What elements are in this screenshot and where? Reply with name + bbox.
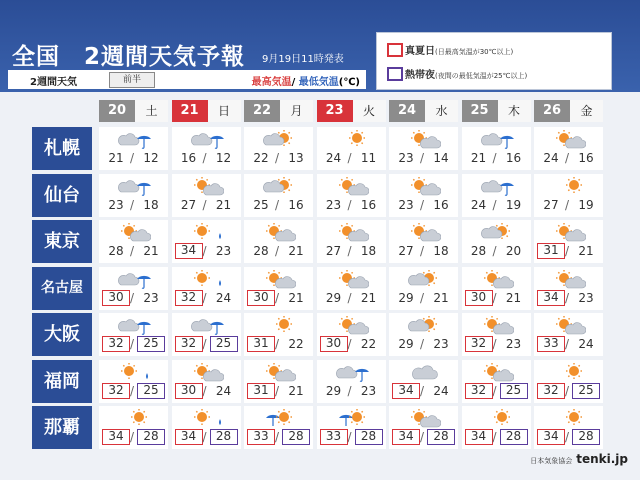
high-temp: 31: [247, 383, 275, 399]
high-temp-label: 最高気温: [251, 77, 292, 88]
forecast-cell: [244, 267, 313, 310]
temp-slash: /: [130, 197, 135, 212]
low-temp: 20: [505, 244, 522, 258]
forecast-cell: [534, 220, 603, 263]
sun-rain-icon: [117, 362, 151, 382]
low-temp: 25: [572, 383, 600, 399]
weekday-label: 日: [217, 104, 230, 118]
weekday-label: 火: [362, 104, 375, 118]
forecast-cell: [172, 220, 241, 263]
low-temp: 21: [505, 290, 522, 305]
rain-sun-icon: [335, 408, 369, 428]
date-header-21: [172, 100, 241, 122]
cloud-sun-icon: [480, 222, 514, 242]
sun-cloud-icon: [552, 222, 586, 242]
forecast-cell: [244, 127, 313, 170]
forecast-cell: [99, 220, 168, 263]
cloud-rain-icon: [117, 129, 151, 149]
temp-slash: /: [130, 383, 135, 398]
city-label: 福岡: [32, 360, 92, 403]
forecast-cell: [99, 360, 168, 403]
high-temp: 29: [325, 290, 342, 305]
high-temp: 34: [102, 429, 130, 445]
high-temp: 32: [537, 383, 565, 399]
forecast-type-label: 2週間天気: [30, 77, 77, 88]
low-temp: 28: [282, 429, 310, 445]
tropical-night-label: 熱帯夜: [405, 70, 435, 81]
date-header-22: [244, 100, 313, 122]
high-temp: 22: [253, 151, 269, 165]
high-temp: 24: [543, 151, 559, 165]
sun-cloud-icon: [480, 269, 514, 289]
temp-slash: /: [275, 197, 280, 212]
high-temp: 34: [465, 429, 493, 445]
temp-slash: /: [492, 244, 497, 258]
high-temp: 32: [175, 290, 203, 306]
forecast-cell: [462, 174, 531, 217]
high-temp: 34: [175, 243, 203, 259]
sun-cloud-icon: [335, 315, 369, 335]
forecast-cell: [317, 406, 386, 449]
cloud-rain-icon: [335, 362, 369, 382]
forecast-cell: [389, 267, 458, 310]
temp-slash: /: [275, 290, 280, 305]
temp-slash: /: [347, 244, 352, 258]
sun-cloud-icon: [335, 176, 369, 196]
forecast-cell: [172, 267, 241, 310]
forecast-cell: [462, 313, 531, 356]
sun-cloud-icon: [335, 222, 369, 242]
sun-cloud-icon: [552, 269, 586, 289]
sun-cloud-icon: [190, 176, 224, 196]
high-temp: 34: [392, 429, 420, 445]
temp-slash: /: [565, 383, 570, 398]
sun-cloud-icon: [552, 315, 586, 335]
brand-logo: tenki.jp: [576, 452, 628, 466]
forecast-cell: [462, 127, 531, 170]
forecast-cell: [244, 220, 313, 263]
forecast-cell: [317, 313, 386, 356]
cloud-sun-icon: [407, 269, 441, 289]
high-temp: 31: [247, 336, 275, 352]
temp-slash: /: [347, 337, 352, 351]
low-temp: 19: [505, 197, 522, 212]
source-label: 日本気象協会: [530, 457, 573, 465]
forecast-cell: [317, 220, 386, 263]
credits: [530, 452, 628, 466]
forecast-cell: [534, 127, 603, 170]
high-temp: 27: [398, 244, 414, 258]
temp-slash: /: [275, 430, 280, 444]
temp-slash: /: [130, 337, 135, 351]
cloud-icon: [407, 362, 441, 382]
forecast-cell: [317, 174, 386, 217]
low-temp: 12: [143, 151, 159, 165]
low-temp: 13: [288, 151, 304, 165]
sun-cloud-icon: [262, 269, 296, 289]
sun-rain-icon: [190, 269, 224, 289]
high-temp: 32: [175, 336, 203, 352]
high-temp: 24: [470, 197, 487, 212]
sun-cloud-icon: [335, 269, 369, 289]
date-header-26: [534, 100, 603, 122]
temp-slash: /: [202, 337, 207, 351]
low-temp: 23: [433, 337, 449, 351]
high-temp: 27: [543, 197, 559, 212]
forecast-cell: [172, 406, 241, 449]
sun-cloud-icon: [480, 362, 514, 382]
high-temp: 29: [398, 290, 414, 305]
forecast-cell: [534, 174, 603, 217]
temp-slash: /: [492, 290, 497, 305]
temp-slash: /: [130, 430, 135, 444]
high-temp: 25: [253, 197, 269, 212]
temp-slash: /: [130, 244, 135, 258]
tropical-night-legend: [405, 66, 527, 81]
low-temp-label: 最低気温: [298, 77, 339, 88]
hot-day-note: (日最高気温が30℃以上): [435, 48, 514, 56]
forecast-cell: [317, 360, 386, 403]
sun-rain-icon: [190, 408, 224, 428]
forecast-cell: [172, 174, 241, 217]
forecast-cell: [172, 127, 241, 170]
hot-day-legend: [405, 42, 513, 57]
forecast-cell: [534, 267, 603, 310]
forecast-cell: [389, 406, 458, 449]
cloud-rain-icon: [117, 269, 151, 289]
high-temp: 30: [465, 290, 493, 306]
high-temp: 30: [320, 336, 348, 352]
sun-cloud-icon: [480, 315, 514, 335]
temp-slash: /: [492, 430, 497, 444]
sun-icon: [480, 408, 514, 428]
low-temp: 25: [210, 336, 238, 352]
weekday-label: 金: [580, 104, 593, 118]
high-temp: 29: [325, 383, 342, 398]
cloud-rain-icon: [190, 129, 224, 149]
temp-slash: /: [202, 197, 207, 212]
high-temp: 34: [537, 429, 565, 445]
low-temp: 28: [500, 429, 528, 445]
forecast-cell: [389, 127, 458, 170]
temp-slash: /: [347, 383, 352, 398]
high-temp: 23: [398, 197, 414, 212]
forecast-cell: [99, 174, 168, 217]
forecast-cell: [244, 174, 313, 217]
sun-cloud-icon: [117, 222, 151, 242]
low-temp: 18: [433, 244, 449, 258]
date-number: 25: [462, 100, 498, 122]
temp-slash: /: [565, 151, 570, 165]
sun-cloud-icon: [262, 222, 296, 242]
high-temp: 34: [537, 290, 565, 306]
low-temp: 22: [288, 337, 304, 351]
low-temp: 28: [210, 429, 238, 445]
temp-slash: /: [347, 197, 352, 212]
temp-separator: /: [291, 77, 296, 88]
temp-slash: /: [275, 151, 280, 165]
low-temp: 14: [433, 151, 449, 165]
low-temp: 23: [360, 383, 377, 398]
high-temp: 21: [470, 151, 487, 165]
date-number: 21: [172, 100, 208, 122]
low-temp: 21: [433, 290, 449, 305]
forecast-cell: [99, 313, 168, 356]
cloud-rain-icon: [190, 315, 224, 335]
low-temp: 28: [355, 429, 383, 445]
sun-cloud-icon: [190, 362, 224, 382]
period-chip: 前半: [109, 72, 155, 88]
temp-slash: /: [130, 290, 135, 305]
high-temp: 30: [102, 290, 130, 306]
high-temp: 28: [253, 244, 269, 258]
low-temp: 21: [288, 383, 304, 398]
temp-slash: /: [420, 244, 425, 258]
low-temp: 28: [137, 429, 165, 445]
high-temp: 21: [108, 151, 124, 165]
cloud-rain-icon: [117, 176, 151, 196]
forecast-cell: [462, 220, 531, 263]
temp-slash: /: [275, 337, 280, 351]
temp-slash: /: [202, 383, 207, 398]
low-temp: 16: [360, 197, 377, 212]
temp-slash: /: [420, 430, 425, 444]
high-temp: 23: [398, 151, 414, 165]
high-temp: 34: [175, 429, 203, 445]
low-temp: 28: [427, 429, 455, 445]
tropical-night-note: (夜間の最低気温が25℃以上): [435, 72, 528, 80]
temp-slash: /: [202, 244, 207, 258]
temp-slash: /: [420, 197, 425, 212]
forecast-cell: [244, 406, 313, 449]
date-header-24: [389, 100, 458, 122]
low-temp: 23: [505, 337, 522, 351]
temp-slash: /: [347, 151, 352, 165]
temp-slash: /: [130, 151, 135, 165]
high-temp: 23: [108, 197, 124, 212]
forecast-cell: [99, 267, 168, 310]
legend-box: [376, 32, 612, 90]
forecast-cell: [389, 220, 458, 263]
high-temp: 32: [102, 336, 130, 352]
forecast-cell: [244, 360, 313, 403]
city-label: 大阪: [32, 313, 92, 356]
forecast-cell: [462, 360, 531, 403]
temp-slash: /: [420, 151, 425, 165]
cloud-rain-icon: [480, 176, 514, 196]
forecast-cell: [99, 406, 168, 449]
temp-slash: /: [492, 197, 497, 212]
temp-slash: /: [202, 430, 207, 444]
low-temp: 16: [505, 151, 522, 165]
low-temp: 18: [360, 244, 377, 258]
sun-cloud-icon: [407, 408, 441, 428]
low-temp: 25: [500, 383, 528, 399]
forecast-cell: [534, 406, 603, 449]
date-header-25: [462, 100, 531, 122]
high-temp: 33: [537, 336, 565, 352]
date-number: 24: [389, 100, 425, 122]
temp-slash: /: [420, 383, 425, 398]
temp-slash: /: [347, 290, 352, 305]
high-temp: 16: [180, 151, 197, 165]
forecast-cell: [534, 360, 603, 403]
low-temp: 25: [137, 383, 165, 399]
high-temp: 29: [398, 337, 414, 351]
temp-slash: /: [565, 430, 570, 444]
temperature-legend: [252, 73, 360, 88]
date-number: 23: [317, 100, 353, 122]
issued-time: 9月19日11時発表: [262, 54, 344, 65]
forecast-cell: [244, 313, 313, 356]
sun-cloud-icon: [552, 129, 586, 149]
low-temp: 21: [215, 197, 232, 212]
temp-slash: /: [565, 244, 570, 258]
low-temp: 24: [215, 383, 232, 398]
date-number: 22: [244, 100, 280, 122]
temp-slash: /: [492, 151, 497, 165]
sub-header-bar: [8, 70, 366, 89]
high-temp: 24: [325, 151, 342, 165]
forecast-cell: [462, 406, 531, 449]
high-temp: 27: [325, 244, 342, 258]
temp-slash: /: [202, 151, 207, 165]
sun-cloud-icon: [407, 176, 441, 196]
date-number: 26: [534, 100, 570, 122]
temp-slash: /: [275, 383, 280, 398]
cloud-sun-icon: [407, 315, 441, 335]
forecast-cell: [534, 313, 603, 356]
city-label: 名古屋: [32, 267, 92, 310]
temp-slash: /: [565, 197, 570, 212]
sun-icon: [335, 129, 369, 149]
cloud-sun-icon: [262, 129, 296, 149]
high-temp: 32: [465, 383, 493, 399]
tropical-night-swatch: [387, 67, 403, 81]
temp-slash: /: [565, 337, 570, 351]
low-temp: 24: [433, 383, 449, 398]
low-temp: 23: [143, 290, 159, 305]
low-temp: 25: [137, 336, 165, 352]
low-temp: 21: [288, 244, 304, 258]
low-temp: 21: [288, 290, 304, 305]
high-temp: 33: [320, 429, 348, 445]
forecast-cell: [389, 313, 458, 356]
sun-icon: [552, 362, 586, 382]
weekday-label: 土: [145, 104, 158, 118]
low-temp: 16: [288, 197, 304, 212]
temp-slash: /: [492, 337, 497, 351]
weekday-label: 水: [435, 104, 448, 118]
date-header-20: [99, 100, 168, 122]
page-title: 全国 2週間天気予報: [12, 44, 246, 70]
forecast-cell: [99, 127, 168, 170]
low-temp: 16: [433, 197, 449, 212]
temp-slash: /: [275, 244, 280, 258]
city-label: 仙台: [32, 174, 92, 217]
low-temp: 12: [215, 151, 232, 165]
city-label: 東京: [32, 220, 92, 263]
high-temp: 23: [325, 197, 342, 212]
low-temp: 23: [578, 290, 594, 305]
forecast-cell: [317, 267, 386, 310]
forecast-cell: [462, 267, 531, 310]
low-temp: 23: [215, 244, 232, 258]
rain-sun-icon: [262, 408, 296, 428]
low-temp: 24: [215, 290, 232, 305]
sun-icon: [262, 315, 296, 335]
date-header-23: [317, 100, 386, 122]
forecast-cell: [389, 360, 458, 403]
city-label: 札幌: [32, 127, 92, 170]
cloud-rain-icon: [480, 129, 514, 149]
low-temp: 24: [578, 337, 594, 351]
forecast-cell: [172, 313, 241, 356]
hot-day-swatch: [387, 43, 403, 57]
temp-slash: /: [565, 290, 570, 305]
high-temp: 30: [247, 290, 275, 306]
high-temp: 32: [465, 336, 493, 352]
low-temp: 19: [578, 197, 594, 212]
low-temp: 21: [360, 290, 377, 305]
sun-cloud-icon: [407, 129, 441, 149]
high-temp: 28: [108, 244, 124, 258]
high-temp: 28: [470, 244, 487, 258]
sun-icon: [552, 176, 586, 196]
weekday-label: 月: [290, 104, 303, 118]
low-temp: 16: [578, 151, 594, 165]
temp-unit: (℃): [338, 77, 360, 88]
temp-slash: /: [492, 383, 497, 398]
forecast-cell: [317, 127, 386, 170]
sun-cloud-icon: [407, 222, 441, 242]
temp-slash: /: [420, 290, 425, 305]
temp-slash: /: [347, 430, 352, 444]
high-temp: 33: [247, 429, 275, 445]
cloud-sun-icon: [262, 176, 296, 196]
sun-rain-icon: [190, 222, 224, 242]
sun-icon: [117, 408, 151, 428]
date-number: 20: [99, 100, 135, 122]
city-label: 那覇: [32, 406, 92, 449]
high-temp: 27: [180, 197, 197, 212]
sun-icon: [552, 408, 586, 428]
high-temp: 30: [175, 383, 203, 399]
low-temp: 21: [143, 244, 159, 258]
high-temp: 32: [102, 383, 130, 399]
temp-slash: /: [420, 337, 425, 351]
high-temp: 34: [392, 383, 420, 399]
forecast-cell: [389, 174, 458, 217]
hot-day-label: 真夏日: [405, 46, 435, 57]
low-temp: 28: [572, 429, 600, 445]
low-temp: 18: [143, 197, 159, 212]
temp-slash: /: [202, 290, 207, 305]
low-temp: 22: [360, 337, 377, 351]
low-temp: 11: [360, 151, 377, 165]
cloud-rain-icon: [117, 315, 151, 335]
high-temp: 31: [537, 243, 565, 259]
forecast-cell: [172, 360, 241, 403]
low-temp: 21: [578, 244, 594, 258]
weekday-label: 木: [507, 104, 520, 118]
sun-cloud-icon: [262, 362, 296, 382]
